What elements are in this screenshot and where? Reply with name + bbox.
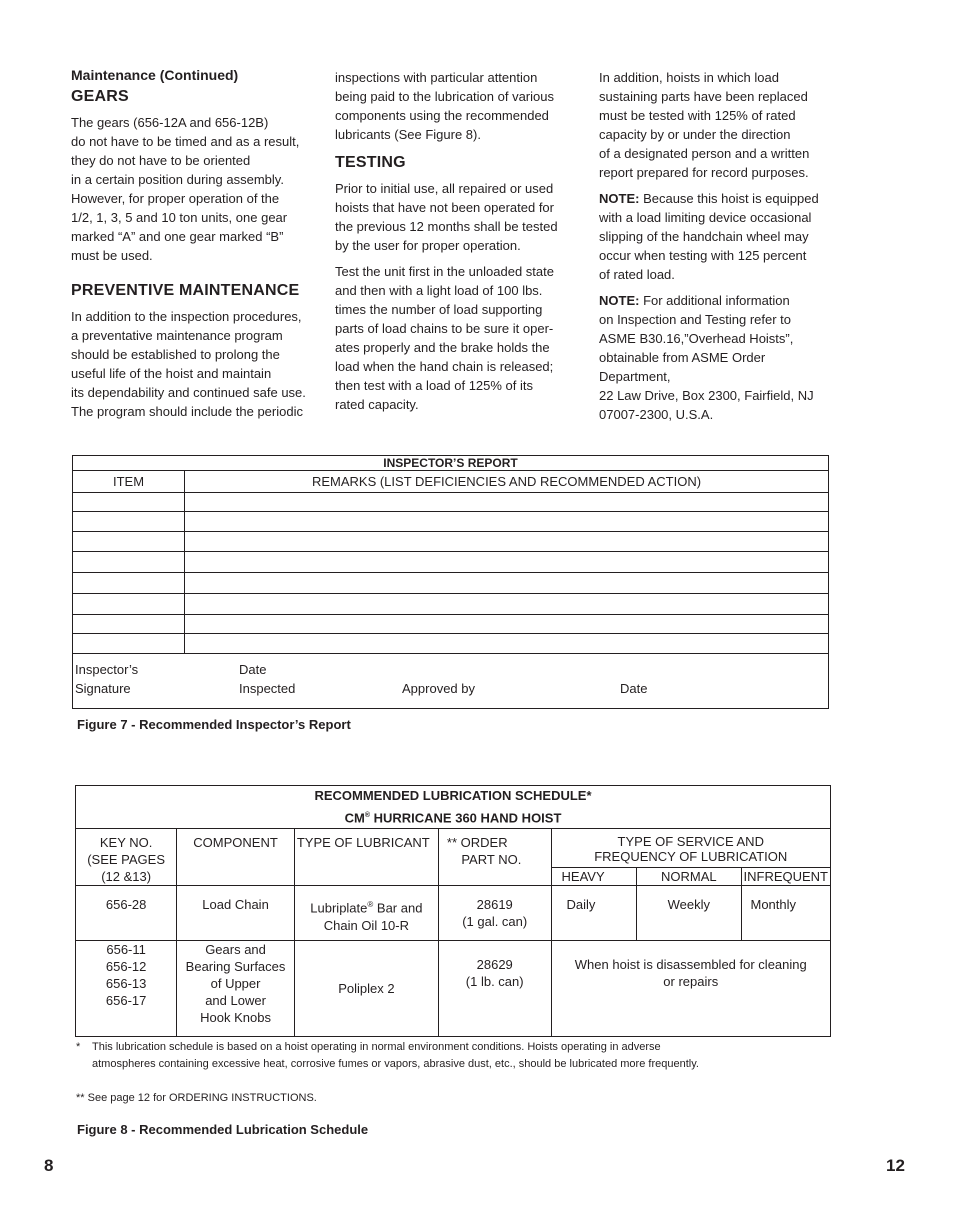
column-2 bbox=[335, 68, 585, 421]
footnote-1 bbox=[76, 1039, 796, 1073]
figure-7-caption: Figure 7 - Recommended Inspector’s Report bbox=[77, 717, 351, 732]
signature-label: Signature bbox=[75, 681, 131, 696]
testing-paragraph-1: Prior to initial use, all repaired or used hoists that have not been operated for the previous 12 months shall be tested by the user for proper operation. bbox=[335, 181, 558, 253]
report-row-item[interactable] bbox=[73, 615, 185, 634]
note-1 bbox=[599, 189, 849, 284]
report-row-remarks[interactable] bbox=[185, 512, 829, 532]
lubrication-table-title bbox=[76, 786, 831, 829]
key-no-header: KEY NO. (SEE PAGES (12 &13) bbox=[76, 829, 177, 886]
preventive-maintenance-heading: PREVENTIVE MAINTENANCE bbox=[71, 282, 300, 299]
component-cell: Gears and Bearing Surfaces of Upper and Lower Hook Knobs bbox=[177, 941, 295, 1037]
col3-paragraph: In addition, hoists in which load sustaining parts have been replaced must be tested with 125% of rated capacity by or under the direction of a designated person and a written report prepared for record purposes. bbox=[599, 70, 810, 180]
inspector-label: Inspector’s bbox=[75, 662, 139, 677]
service-type-header: TYPE OF SERVICE AND FREQUENCY OF LUBRICATION bbox=[551, 829, 830, 868]
lubricant-type-header: TYPE OF LUBRICANT bbox=[294, 829, 438, 886]
footnote-1-mark: * bbox=[76, 1041, 81, 1053]
section-subhead: Maintenance (Continued) bbox=[71, 67, 239, 83]
note-2 bbox=[599, 291, 849, 424]
report-row-item[interactable] bbox=[73, 634, 185, 654]
lubricant-cell: Poliplex 2 bbox=[294, 941, 438, 1037]
component-header: COMPONENT bbox=[177, 829, 295, 886]
registered-mark: ® bbox=[364, 812, 370, 819]
infrequent-cell: Monthly bbox=[741, 886, 831, 941]
page-number-left: 8 bbox=[44, 1156, 54, 1175]
remarks-column-header: REMARKS (LIST DEFICIENCIES AND RECOMMENDED ACTION) bbox=[185, 471, 829, 493]
approved-by-label: Approved by bbox=[402, 681, 475, 696]
heavy-header: HEAVY bbox=[551, 868, 637, 886]
order-part-header: ** ORDER PART NO. bbox=[438, 829, 551, 886]
order-part-cell: 28629 (1 lb. can) bbox=[438, 941, 551, 1037]
item-column-header: ITEM bbox=[73, 471, 185, 493]
table-row bbox=[76, 941, 831, 1037]
footnote-2: ** See page 12 for ORDERING INSTRUCTIONS. bbox=[76, 1092, 317, 1104]
order-part-cell: 28619 (1 gal. can) bbox=[438, 886, 551, 941]
column-1 bbox=[71, 66, 321, 428]
report-row-remarks[interactable] bbox=[185, 615, 829, 634]
service-cell: When hoist is disassembled for cleaning or repairs bbox=[551, 941, 830, 1037]
report-row-item[interactable] bbox=[73, 493, 185, 512]
report-row-item[interactable] bbox=[73, 512, 185, 532]
note-2-label: NOTE: bbox=[599, 293, 640, 308]
infrequent-header: INFREQUENT bbox=[741, 868, 831, 886]
component-cell: Load Chain bbox=[177, 886, 295, 941]
report-row-item[interactable] bbox=[73, 594, 185, 615]
key-no-cell: 656-28 bbox=[76, 886, 177, 941]
testing-paragraph-2: Test the unit first in the unloaded state and then with a light load of 100 lbs. times the number of load supporting parts of load chains to be sure it oper- ates properly and the brake holds the load when the hand chain is released; then test with a load of 125% of its rated capacity. bbox=[335, 264, 554, 412]
normal-header: NORMAL bbox=[637, 868, 741, 886]
report-row-remarks[interactable] bbox=[185, 573, 829, 594]
note-1-text: Because this hoist is equipped with a load limiting device occasional slipping of the handchain wheel may occur when testing with 125 percent of rated load. bbox=[599, 191, 819, 282]
lubrication-subtitle bbox=[78, 806, 828, 828]
note-1-label: NOTE: bbox=[599, 191, 640, 206]
signature-block bbox=[73, 654, 829, 709]
testing-heading: TESTING bbox=[335, 154, 406, 171]
report-row-item[interactable] bbox=[73, 573, 185, 594]
inspector-signature-label bbox=[75, 660, 138, 698]
note-2-text: For additional information on Inspection and Testing refer to ASME B30.16,”Overhead Hoists”, obtainable from ASME Order Department, 22 Law Drive, Box 2300, Fairfield, NJ 07007-2300, U.S.A. bbox=[599, 293, 814, 422]
gears-heading: GEARS bbox=[71, 88, 129, 105]
report-row-item[interactable] bbox=[73, 552, 185, 573]
report-row-remarks[interactable] bbox=[185, 634, 829, 654]
key-no-cell: 656-11 656-12 656-13 656-17 bbox=[76, 941, 177, 1037]
footnote-1-text: This lubrication schedule is based on a hoist operating in normal environment conditions. Hoists operating in adverse atmospheres containing excessive heat, corrosive fumes or vapors, abrasive dust, etc., should be lubricated more frequently. bbox=[92, 1041, 699, 1070]
lubricant-name: Lubriplate bbox=[310, 900, 368, 916]
date-inspected-label bbox=[239, 660, 295, 698]
inspector-report-title: INSPECTOR’S REPORT bbox=[73, 456, 829, 471]
lubricant-detail: Bar and Chain Oil 10-R bbox=[323, 900, 423, 933]
report-row-item[interactable] bbox=[73, 532, 185, 552]
hoist-name: HURRICANE 360 HAND HOIST bbox=[369, 810, 562, 826]
inspection-continued-text: inspections with particular attention being paid to the lubrication of various components using the recommended lubricants (See Figure 8). bbox=[335, 70, 554, 142]
inspected-label: Inspected bbox=[239, 681, 296, 696]
column-3 bbox=[599, 68, 849, 431]
preventive-maintenance-text: In addition to the inspection procedures, a preventative maintenance program should be established to prolong the useful life of the hoist and maintain its dependability and continued safe use. The program should include the periodic bbox=[71, 309, 306, 419]
normal-cell: Weekly bbox=[637, 886, 741, 941]
cm-brand: CM bbox=[344, 810, 365, 826]
report-row-remarks[interactable] bbox=[185, 493, 829, 512]
report-row-remarks[interactable] bbox=[185, 594, 829, 615]
report-row-remarks[interactable] bbox=[185, 532, 829, 552]
lubricant-cell bbox=[294, 886, 438, 941]
heavy-cell: Daily bbox=[551, 886, 637, 941]
date-label: Date bbox=[239, 662, 267, 677]
gears-text: The gears (656-12A and 656-12B) do not have to be timed and as a result, they do not have to be oriented in a certain position during assembly. However, for proper operation of the 1/2, 1, 3, 5 and 10 ton units, one gear marked “A” and one gear marked “B” must be used. bbox=[71, 115, 300, 263]
page-number-right: 12 bbox=[886, 1156, 905, 1175]
inspector-report-table bbox=[72, 455, 829, 709]
figure-8-caption: Figure 8 - Recommended Lubrication Schedule bbox=[77, 1122, 369, 1137]
report-row-remarks[interactable] bbox=[185, 552, 829, 573]
approval-date-label: Date bbox=[620, 681, 648, 696]
registered-mark: ® bbox=[367, 900, 374, 910]
lubrication-title: RECOMMENDED LUBRICATION SCHEDULE* bbox=[314, 788, 592, 803]
table-row bbox=[76, 886, 831, 941]
lubrication-schedule-table bbox=[75, 785, 831, 1037]
